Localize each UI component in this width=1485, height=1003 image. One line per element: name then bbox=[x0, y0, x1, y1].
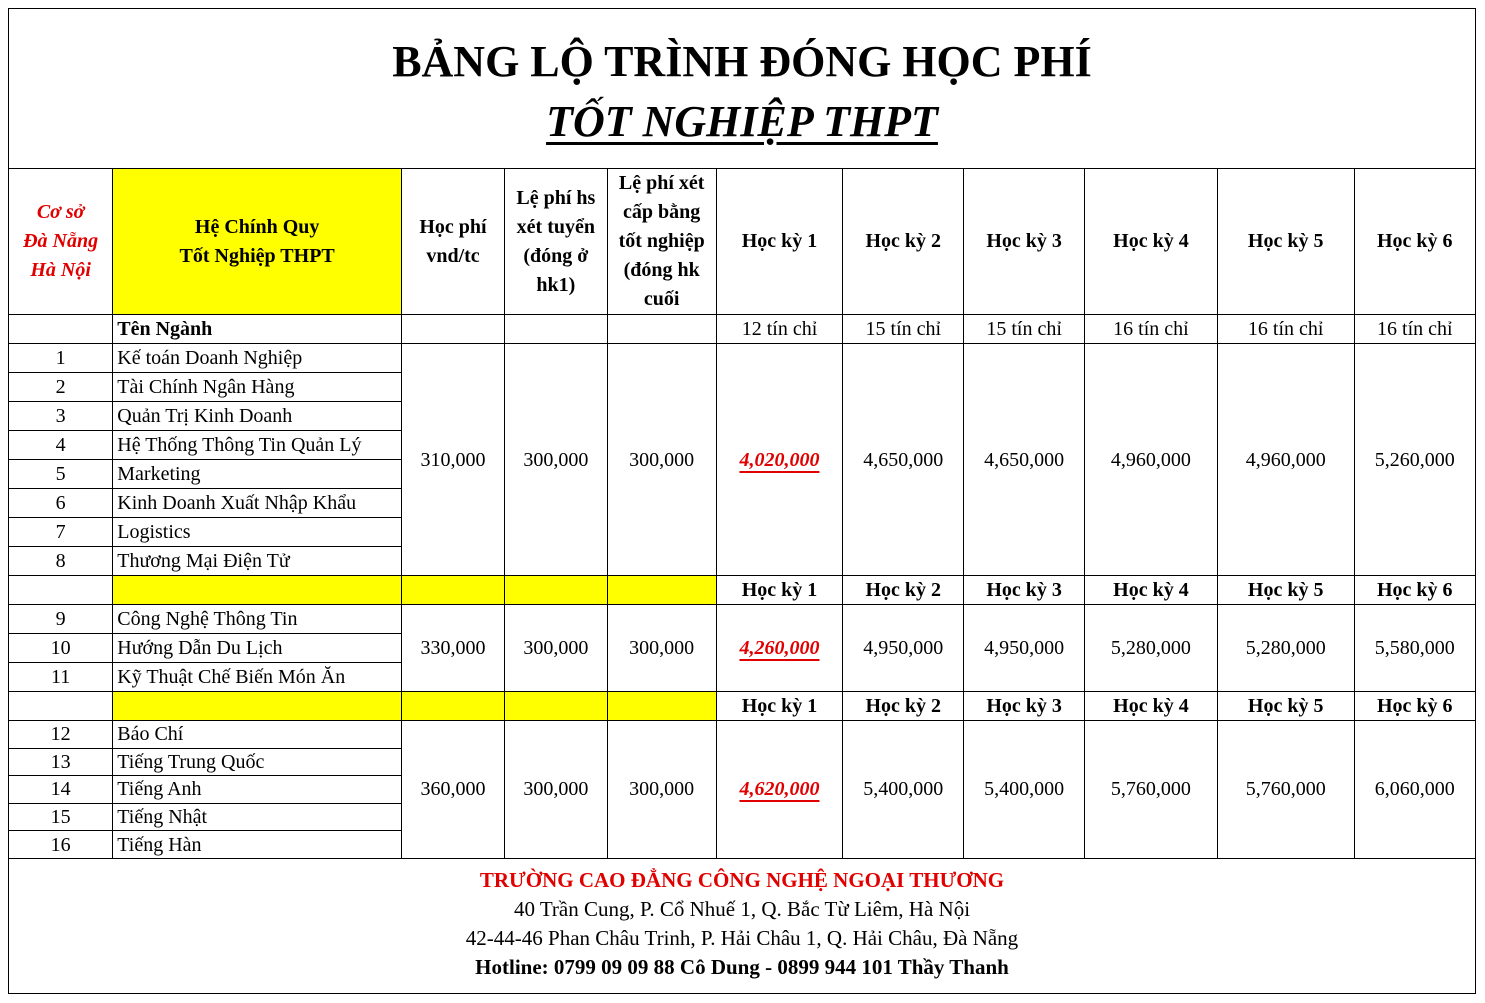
semester-fee: 4,960,000 bbox=[1085, 344, 1218, 576]
semester-fee: 5,760,000 bbox=[1217, 721, 1354, 859]
semester-fee: 4,960,000 bbox=[1217, 344, 1354, 576]
credit-count: 16 tín chỉ bbox=[1085, 315, 1218, 344]
page-title: BẢNG LỘ TRÌNH ĐÓNG HỌC PHÍ bbox=[392, 37, 1092, 86]
semester-header: Học kỳ 3 bbox=[964, 692, 1085, 721]
empty-cell bbox=[607, 315, 716, 344]
semester-fee: 4,650,000 bbox=[843, 344, 964, 576]
major-number: 8 bbox=[9, 547, 113, 576]
major-name: Kỹ Thuật Chế Biến Món Ăn bbox=[113, 663, 402, 692]
separator-highlight bbox=[504, 692, 607, 721]
table-row bbox=[9, 605, 1475, 634]
campus-line: Hà Nội bbox=[30, 259, 91, 281]
separator-cell bbox=[9, 692, 113, 721]
separator-highlight bbox=[113, 576, 402, 605]
credit-count: 16 tín chỉ bbox=[1217, 315, 1354, 344]
major-name: Báo Chí bbox=[113, 721, 402, 749]
major-number: 9 bbox=[9, 605, 113, 634]
diploma-fee-line: cuối bbox=[643, 288, 680, 310]
empty-cell bbox=[402, 315, 505, 344]
major-number: 6 bbox=[9, 489, 113, 518]
major-number: 5 bbox=[9, 460, 113, 489]
major-name: Kinh Doanh Xuất Nhập Khẩu bbox=[113, 489, 402, 518]
fee-per-credit-line: Học phí bbox=[419, 215, 487, 238]
semester-1-fee-value: 4,260,000 bbox=[739, 637, 820, 659]
fee-per-credit: 310,000 bbox=[402, 344, 505, 576]
school-name: TRƯỜNG CAO ĐẲNG CÔNG NGHỆ NGOẠI THƯƠNG bbox=[479, 868, 1005, 892]
admission-fee-header bbox=[504, 169, 607, 315]
semester-header: Học kỳ 1 bbox=[716, 576, 843, 605]
program-line: Tốt Nghiệp THPT bbox=[179, 244, 335, 267]
empty-cell bbox=[504, 315, 607, 344]
campus-line: Cơ sở bbox=[36, 201, 85, 223]
fee-per-credit-header bbox=[402, 169, 505, 315]
address-danang: 42-44-46 Phan Châu Trinh, P. Hải Châu 1, Q. Hải Châu, Đà Nẵng bbox=[465, 926, 1019, 950]
major-name: Tiếng Anh bbox=[113, 776, 402, 804]
semester-fee: 5,280,000 bbox=[1085, 605, 1218, 692]
page-subtitle bbox=[9, 97, 1475, 147]
semester-1-fee-value: 4,020,000 bbox=[739, 448, 820, 471]
major-number: 16 bbox=[9, 831, 113, 859]
semester-fee: 5,400,000 bbox=[843, 721, 964, 859]
semester-1-fee bbox=[716, 605, 843, 692]
semester-1-fee bbox=[716, 721, 843, 859]
page-subtitle-text: TỐT NGHIỆP THPT bbox=[546, 97, 938, 146]
admission-fee-line: (đóng ở bbox=[523, 244, 589, 267]
semester-header: Học kỳ 1 bbox=[716, 169, 843, 315]
campus-header bbox=[9, 169, 113, 315]
major-number: 2 bbox=[9, 373, 113, 402]
credit-count: 15 tín chỉ bbox=[843, 315, 964, 344]
semester-fee: 5,760,000 bbox=[1085, 721, 1218, 859]
major-number: 14 bbox=[9, 776, 113, 804]
admission-fee-line: hk1) bbox=[536, 273, 576, 296]
semester-fee: 6,060,000 bbox=[1354, 721, 1475, 859]
semester-fee: 4,650,000 bbox=[964, 344, 1085, 576]
major-name: Tiếng Hàn bbox=[113, 831, 402, 859]
diploma-fee-line: Lệ phí xét bbox=[618, 172, 705, 194]
semester-header: Học kỳ 5 bbox=[1217, 576, 1354, 605]
diploma-fee-line: tốt nghiệp bbox=[618, 230, 705, 252]
semester-fee: 5,580,000 bbox=[1354, 605, 1475, 692]
diploma-fee: 300,000 bbox=[607, 605, 716, 692]
admission-fee: 300,000 bbox=[504, 721, 607, 859]
credit-count: 15 tín chỉ bbox=[964, 315, 1085, 344]
semester-1-fee-value: 4,620,000 bbox=[739, 778, 820, 801]
fee-schedule-sheet bbox=[8, 8, 1476, 994]
diploma-fee-line: (đóng hk bbox=[623, 259, 700, 281]
campus-line: Đà Nẵng bbox=[23, 230, 99, 252]
major-name: Hướng Dẫn Du Lịch bbox=[113, 634, 402, 663]
semester-header: Học kỳ 2 bbox=[843, 169, 964, 315]
program-header bbox=[113, 169, 402, 315]
separator-highlight bbox=[607, 576, 716, 605]
semester-header: Học kỳ 4 bbox=[1085, 169, 1218, 315]
admission-fee-line: xét tuyển bbox=[516, 215, 595, 238]
empty-cell bbox=[9, 315, 113, 344]
major-name: Tài Chính Ngân Hàng bbox=[113, 373, 402, 402]
diploma-fee: 300,000 bbox=[607, 721, 716, 859]
major-name: Marketing bbox=[113, 460, 402, 489]
major-name: Quản Trị Kinh Doanh bbox=[113, 402, 402, 431]
major-number: 13 bbox=[9, 748, 113, 776]
hotline: Hotline: 0799 09 09 88 Cô Dung - 0899 944 101 Thầy Thanh bbox=[475, 955, 1009, 979]
admission-fee-line: Lệ phí hs bbox=[516, 186, 596, 209]
separator-cell bbox=[9, 576, 113, 605]
major-number: 4 bbox=[9, 431, 113, 460]
semester-header: Học kỳ 6 bbox=[1354, 692, 1475, 721]
semester-fee: 4,950,000 bbox=[843, 605, 964, 692]
footer bbox=[9, 856, 1475, 994]
major-name: Công Nghệ Thông Tin bbox=[113, 605, 402, 634]
diploma-fee: 300,000 bbox=[607, 344, 716, 576]
semester-header: Học kỳ 6 bbox=[1354, 576, 1475, 605]
major-number: 12 bbox=[9, 721, 113, 749]
semester-1-fee bbox=[716, 344, 843, 576]
semester-fee: 5,400,000 bbox=[964, 721, 1085, 859]
admission-fee: 300,000 bbox=[504, 344, 607, 576]
fee-table bbox=[9, 169, 1475, 859]
credit-count: 12 tín chỉ bbox=[716, 315, 843, 344]
separator-highlight bbox=[113, 692, 402, 721]
semester-fee: 5,260,000 bbox=[1354, 344, 1475, 576]
major-number: 15 bbox=[9, 803, 113, 831]
semester-header: Học kỳ 5 bbox=[1217, 169, 1354, 315]
semester-header: Học kỳ 3 bbox=[964, 169, 1085, 315]
fee-per-credit: 330,000 bbox=[402, 605, 505, 692]
semester-header: Học kỳ 4 bbox=[1085, 692, 1218, 721]
address-hanoi: 40 Trần Cung, P. Cổ Nhuế 1, Q. Bắc Từ Liêm, Hà Nội bbox=[513, 897, 971, 921]
separator-highlight bbox=[504, 576, 607, 605]
major-name: Thương Mại Điện Tử bbox=[113, 547, 402, 576]
semester-fee: 4,950,000 bbox=[964, 605, 1085, 692]
title-area bbox=[9, 9, 1475, 169]
diploma-fee-header bbox=[607, 169, 716, 315]
diploma-fee-line: cấp bằng bbox=[623, 201, 701, 223]
major-label: Tên Ngành bbox=[113, 315, 402, 344]
separator-highlight bbox=[402, 692, 505, 721]
major-number: 7 bbox=[9, 518, 113, 547]
semester-header: Học kỳ 4 bbox=[1085, 576, 1218, 605]
fee-per-credit-line: vnd/tc bbox=[426, 244, 480, 267]
semester-header: Học kỳ 3 bbox=[964, 576, 1085, 605]
major-name: Logistics bbox=[113, 518, 402, 547]
major-name: Tiếng Nhật bbox=[113, 803, 402, 831]
separator-highlight bbox=[402, 576, 505, 605]
program-line: Hệ Chính Quy bbox=[194, 215, 320, 238]
major-number: 1 bbox=[9, 344, 113, 373]
major-name: Tiếng Trung Quốc bbox=[113, 748, 402, 776]
major-number: 3 bbox=[9, 402, 113, 431]
table-row bbox=[9, 721, 1475, 749]
semester-header: Học kỳ 6 bbox=[1354, 169, 1475, 315]
semester-header: Học kỳ 2 bbox=[843, 576, 964, 605]
credit-count: 16 tín chỉ bbox=[1354, 315, 1475, 344]
major-number: 10 bbox=[9, 634, 113, 663]
semester-header: Học kỳ 1 bbox=[716, 692, 843, 721]
major-number: 11 bbox=[9, 663, 113, 692]
major-name: Hệ Thống Thông Tin Quản Lý bbox=[113, 431, 402, 460]
semester-header: Học kỳ 2 bbox=[843, 692, 964, 721]
major-name: Kế toán Doanh Nghiệp bbox=[113, 344, 402, 373]
fee-per-credit: 360,000 bbox=[402, 721, 505, 859]
admission-fee: 300,000 bbox=[504, 605, 607, 692]
semester-header: Học kỳ 5 bbox=[1217, 692, 1354, 721]
separator-highlight bbox=[607, 692, 716, 721]
semester-fee: 5,280,000 bbox=[1217, 605, 1354, 692]
table-row bbox=[9, 344, 1475, 373]
